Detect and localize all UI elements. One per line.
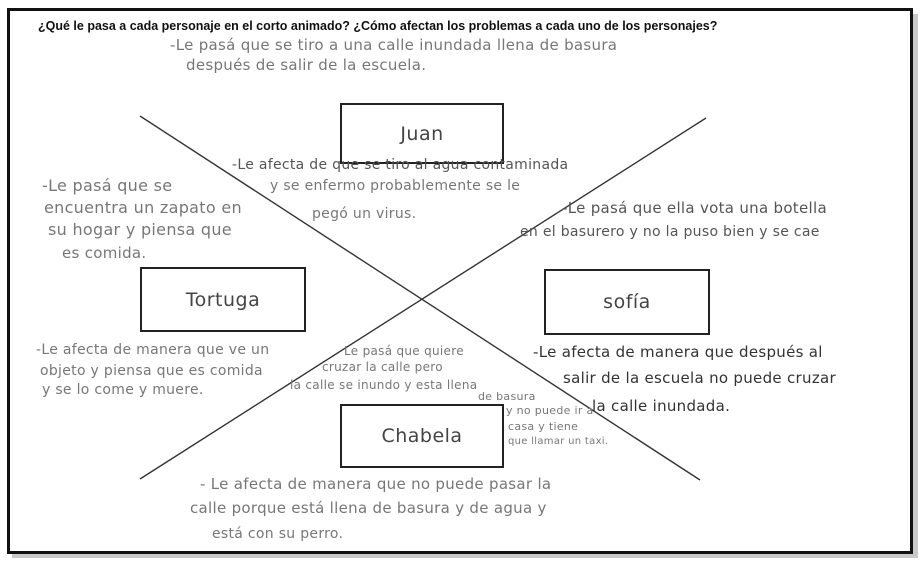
character-name-tortuga: Tortuga — [185, 288, 261, 311]
chabela-pasa-line-4: de basura — [478, 390, 536, 403]
character-box-chabela — [340, 404, 504, 468]
chabela-pasa-line-1: Le pasá que quiere — [344, 344, 464, 358]
chabela-afecta-line-1: - Le afecta de manera que no puede pasar la — [200, 475, 552, 493]
tortuga-pasa-line-2: encuentra un zapato en — [44, 198, 242, 217]
character-box-sofia — [544, 269, 710, 335]
juan-afecta-line-1: -Le afecta de que se tiro al agua contaminada — [232, 157, 569, 173]
sofia-afecta-line-1: -Le afecta de manera que después al — [533, 343, 823, 361]
chabela-pasa-line-3: la calle se inundo y esta llena — [290, 378, 478, 392]
chabela-afecta-line-3: está con su perro. — [212, 526, 344, 542]
character-name-juan: Juan — [400, 122, 444, 145]
character-name-chabela: Chabela — [381, 425, 463, 447]
chabela-pasa-line-6: casa y tiene — [508, 420, 579, 433]
character-box-tortuga — [140, 267, 306, 332]
chabela-pasa-line-7: que llamar un taxi. — [508, 436, 609, 447]
tortuga-afecta-line-3: y se lo come y muere. — [42, 382, 204, 398]
juan-pasa-line-2: después de salir de la escuela. — [186, 56, 427, 74]
tortuga-afecta-line-2: objeto y piensa que es comida — [40, 363, 263, 379]
tortuga-pasa-line-1: -Le pasá que se — [42, 176, 173, 195]
sofia-afecta-line-3: la calle inundada. — [592, 397, 731, 415]
sofia-pasa-line-1: -Le pasá que ella vota una botella — [562, 199, 827, 217]
juan-afecta-line-3: pegó un virus. — [312, 206, 417, 222]
tortuga-pasa-line-3: su hogar y piensa que — [48, 220, 232, 239]
juan-afecta-line-2: y se enfermo probablemente se le — [270, 178, 521, 194]
character-name-sofia: sofía — [603, 291, 651, 313]
tortuga-pasa-line-4: es comida. — [62, 244, 147, 262]
sofia-pasa-line-2: en el basurero y no la puso bien y se cae — [520, 224, 820, 240]
chabela-pasa-line-2: cruzar la calle pero — [322, 360, 443, 374]
worksheet-question: ¿Qué le pasa a cada personaje en el corto animado? ¿Cómo afectan los problemas a cada uno de los personajes? — [38, 19, 718, 33]
tortuga-afecta-line-1: -Le afecta de manera que ve un — [36, 342, 270, 358]
chabela-pasa-line-5: y no puede ir a — [506, 404, 594, 417]
juan-pasa-line-1: -Le pasá que se tiro a una calle inundada llena de basura — [170, 36, 618, 54]
chabela-afecta-line-2: calle porque está llena de basura y de agua y — [190, 499, 547, 517]
sofia-afecta-line-2: salir de la escuela no puede cruzar — [563, 369, 836, 387]
